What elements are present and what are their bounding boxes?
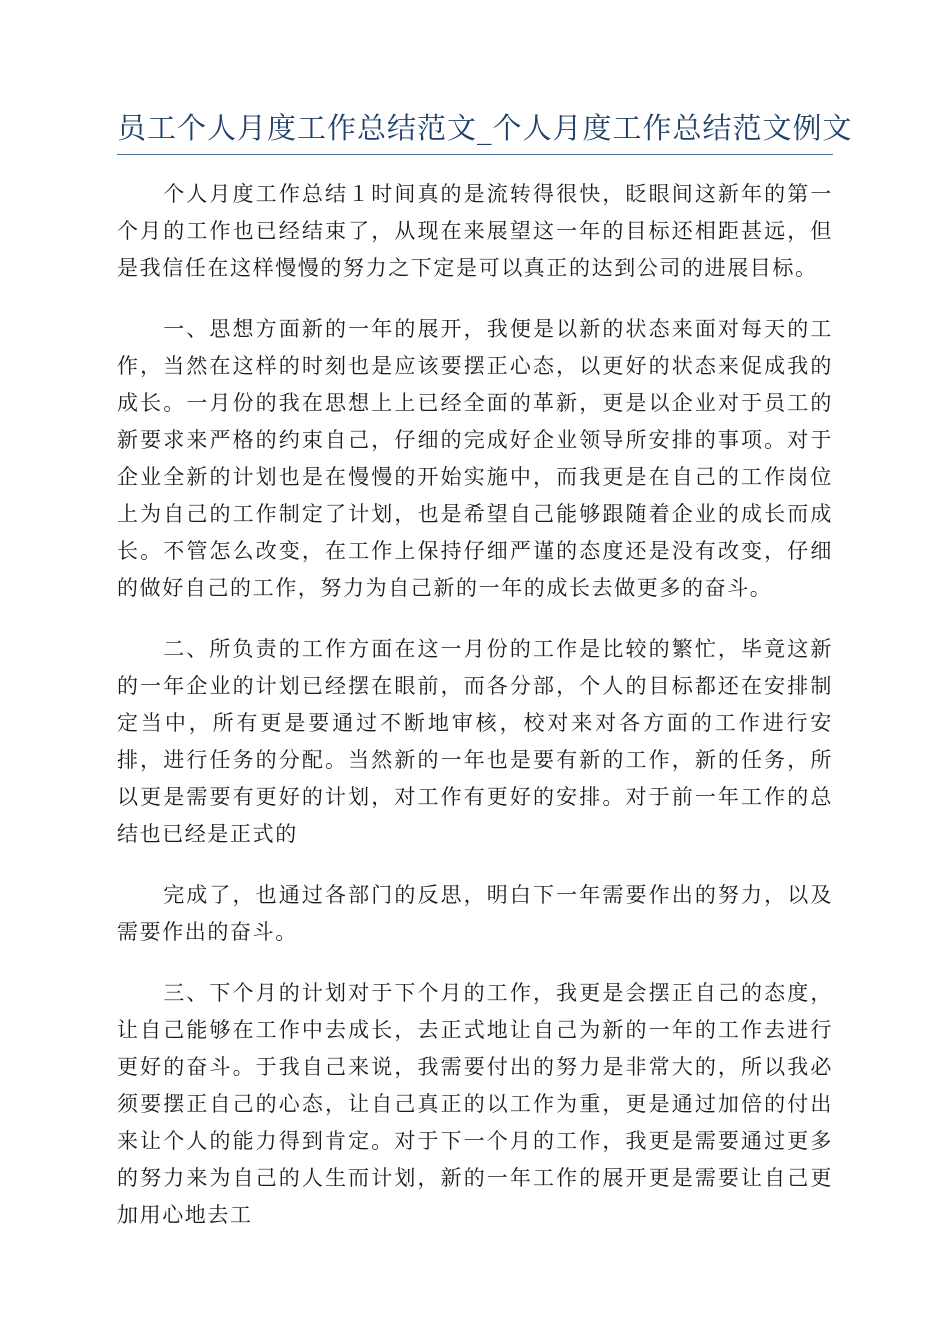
paragraph-intro: 个人月度工作总结１时间真的是流转得很快，眨眼间这新年的第一个月的工作也已经结束了，从现在来展望这一年的目标还相距甚远，但是我信任在这样慢慢的努力之下定是可以真正的达到公司的进展目标。 bbox=[117, 182, 833, 280]
document-title: 员工个人月度工作总结范文_个人月度工作总结范文例文 bbox=[117, 111, 853, 145]
paragraph-responsibilities: 二、所负责的工作方面在这一月份的工作是比较的繁忙，毕竟这新的一年企业的计划已经摆在眼前，而各分部，个人的目标都还在安排制定当中，所有更是要通过不断地审核，校对来对各方面的工作进行安排，进行任务的分配。当然新的一年也是要有新的工作，新的任务，所以更是需要有更好的计划，对工作有更好的安排。对于前一年工作的总结也已经是正式的 bbox=[117, 637, 833, 846]
paragraph-continuation: 完成了，也通过各部门的反思，明白下一年需要作出的努力，以及需要作出的奋斗。 bbox=[117, 883, 833, 944]
document-body bbox=[117, 176, 833, 1258]
title-block bbox=[117, 106, 853, 155]
paragraph-thoughts: 一、思想方面新的一年的展开，我便是以新的状态来面对每天的工作，当然在这样的时刻也是应该要摆正心态，以更好的状态来促成我的成长。一月份的我在思想上上已经全面的革新，更是以企业对于员工的新要求来严格的约束自己，仔细的完成好企业领导所安排的事项。对于企业全新的计划也是在慢慢的开始实施中，而我更是在自己的工作岗位上为自己的工作制定了计划，也是希望自己能够跟随着企业的成长而成长。不管怎么改变，在工作上保持仔细严谨的态度还是没有改变，仔细的做好自己的工作，努力为自己新的一年的成长去做更多的奋斗。 bbox=[117, 317, 833, 600]
paragraph-next-month-plan: 三、下个月的计划对于下个月的工作，我更是会摆正自己的态度，让自己能够在工作中去成长，去正式地让自己为新的一年的工作去进行更好的奋斗。于我自己来说，我需要付出的努力是非常大的，所以我必须要摆正自己的心态，让自己真正的以工作为重，更是通过加倍的付出来让个人的能力得到肯定。对于下一个月的工作，我更是需要通过更多的努力来为自己的人生而计划，新的一年工作的展开更是需要让自己更加用心地去工 bbox=[117, 981, 833, 1227]
